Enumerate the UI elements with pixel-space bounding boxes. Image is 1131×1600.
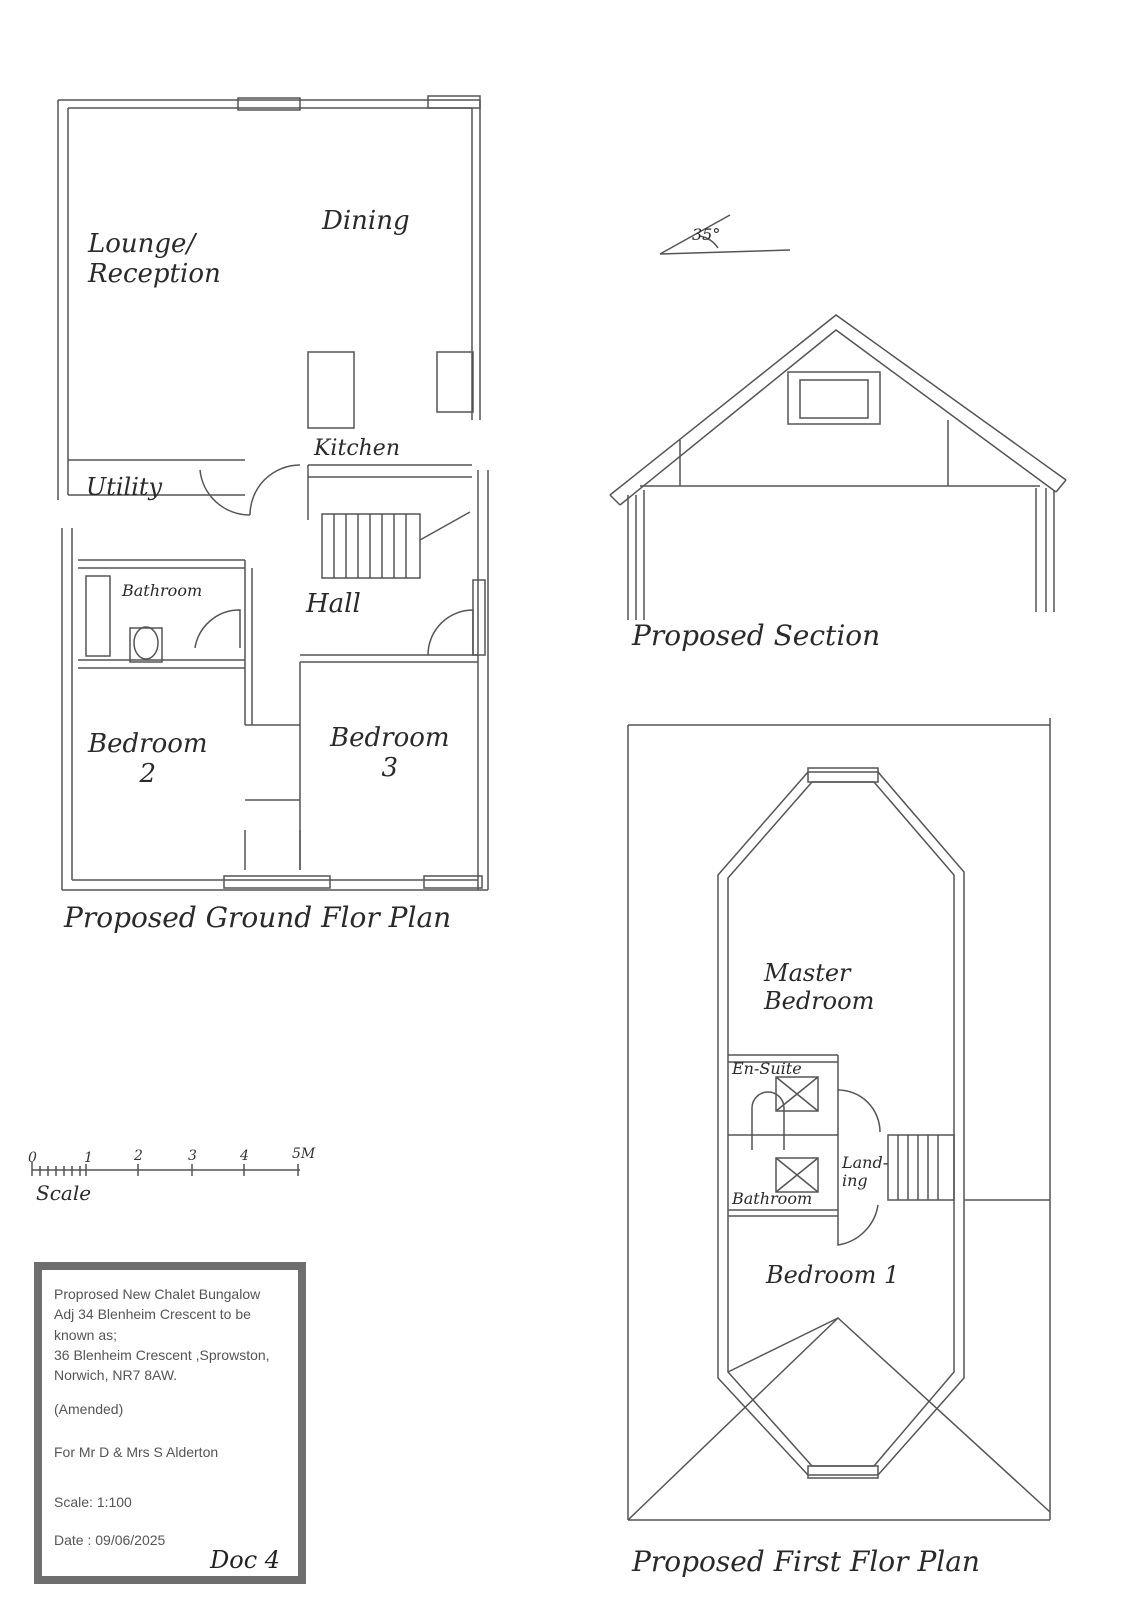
room-label-kitchen: Kitchen: [314, 436, 400, 461]
section-title: Proposed Section: [632, 619, 881, 652]
roof-pitch-label: 35°: [692, 225, 721, 244]
date-label: Date :: [54, 1532, 92, 1549]
room-label-bedroom-1: Bedroom 1: [766, 1261, 900, 1289]
doc-ref: Doc 4: [210, 1546, 281, 1574]
scale-tick-1: 1: [84, 1150, 93, 1166]
client-name: For Mr D & Mrs S Alderton: [54, 1443, 219, 1460]
room-label-bedroom-2: Bedroom 2: [88, 729, 208, 789]
room-label-bathroom: Bathroom: [122, 581, 203, 600]
scale-label: Scale: [36, 1181, 92, 1205]
room-label-first-bathroom: Bathroom: [732, 1189, 813, 1208]
room-label-utility: Utility: [86, 473, 163, 501]
first-floor-title: Proposed First Flor Plan: [632, 1545, 980, 1578]
room-label-dining: Dining: [322, 206, 410, 236]
room-label-ensuite: En-Suite: [732, 1059, 802, 1078]
date-value: 09/06/2025: [95, 1532, 166, 1549]
scale-bar: [32, 1162, 300, 1176]
ground-floor-title: Proposed Ground Flor Plan: [64, 901, 452, 934]
scale-value: 1:100: [96, 1494, 132, 1511]
room-label-bedroom-3: Bedroom 3: [330, 723, 450, 783]
amended-note: (Amended): [54, 1401, 124, 1418]
title-block: [34, 1262, 306, 1584]
scale-tick-5: 5M: [292, 1146, 316, 1162]
scale-tick-3: 3: [188, 1148, 197, 1164]
scale-tick-2: 2: [134, 1148, 143, 1164]
scale-label-text: Scale:: [54, 1494, 93, 1511]
scale-row: [54, 1492, 286, 1512]
scale-tick-4: 4: [240, 1148, 249, 1164]
scale-tick-0: 0: [28, 1150, 37, 1166]
section-drawing: [610, 215, 1066, 620]
room-label-landing: Land- ing: [842, 1153, 889, 1191]
room-label-master-bedroom: Master Bedroom: [764, 959, 875, 1015]
first-floor-drawing: [628, 718, 1050, 1520]
ground-stairs: [322, 512, 470, 578]
room-label-lounge: Lounge/ Reception: [88, 229, 221, 289]
room-label-hall: Hall: [306, 589, 361, 619]
project-address: Proprosed New Chalet Bungalow Adj 34 Blenheim Crescent to be known as; 36 Blenheim Crescent ,Sprowston, Norwich, NR7 8AW.: [54, 1286, 270, 1384]
